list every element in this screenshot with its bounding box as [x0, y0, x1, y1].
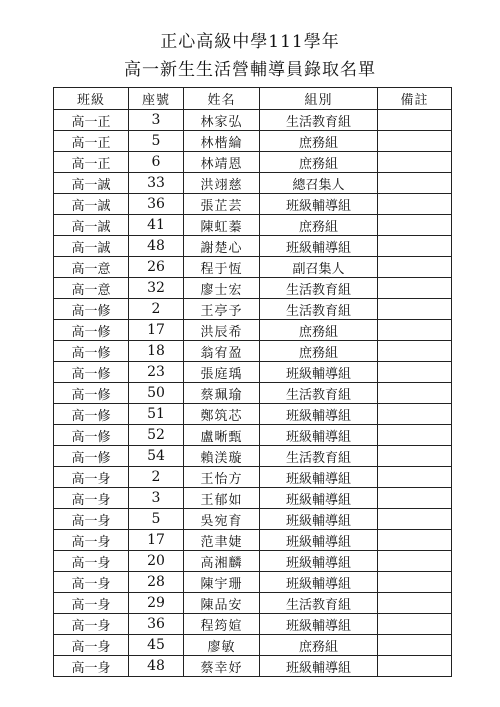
name-cell: 陳虹蓁 — [184, 215, 260, 236]
class-cell: 高一修 — [54, 341, 129, 362]
group-cell: 生活教育組 — [260, 446, 378, 467]
seat-number-cell: 3 — [129, 110, 184, 131]
name-cell: 張庭瑀 — [184, 362, 260, 383]
note-cell — [378, 446, 452, 467]
name-cell: 鄭筑芯 — [184, 404, 260, 425]
note-cell — [378, 572, 452, 593]
header-name: 姓名 — [184, 88, 260, 110]
group-cell: 庶務組 — [260, 320, 378, 341]
note-cell — [378, 131, 452, 152]
roster-title: 高一新生生活營輔導員錄取名單 — [124, 60, 376, 80]
class-cell: 高一修 — [54, 362, 129, 383]
table-row — [54, 446, 452, 467]
name-cell: 賴渼璇 — [184, 446, 260, 467]
note-cell — [378, 299, 452, 320]
group-cell: 庶務組 — [260, 131, 378, 152]
table-row — [54, 320, 452, 341]
class-cell: 高一身 — [54, 488, 129, 509]
group-cell: 班級輔導組 — [260, 572, 378, 593]
seat-number-cell: 23 — [129, 362, 184, 383]
group-cell: 班級輔導組 — [260, 362, 378, 383]
group-cell: 副召集人 — [260, 257, 378, 278]
table-row — [54, 467, 452, 488]
name-cell: 范聿婕 — [184, 530, 260, 551]
seat-number-cell: 2 — [129, 299, 184, 320]
table-row — [54, 635, 452, 656]
class-cell: 高一誠 — [54, 194, 129, 215]
group-cell: 班級輔導組 — [260, 404, 378, 425]
seat-number-cell: 45 — [129, 635, 184, 656]
group-cell: 庶務組 — [260, 635, 378, 656]
class-cell: 高一身 — [54, 467, 129, 488]
seat-number-cell: 48 — [129, 236, 184, 257]
table-row — [54, 257, 452, 278]
note-cell — [378, 593, 452, 614]
note-cell — [378, 320, 452, 341]
group-cell: 班級輔導組 — [260, 614, 378, 635]
table-body — [54, 110, 452, 677]
seat-number-cell: 41 — [129, 215, 184, 236]
table-row — [54, 509, 452, 530]
seat-number-cell: 3 — [129, 488, 184, 509]
group-cell: 庶務組 — [260, 341, 378, 362]
class-cell: 高一身 — [54, 635, 129, 656]
name-cell: 林楷綸 — [184, 131, 260, 152]
table-row — [54, 404, 452, 425]
name-cell: 林靖恩 — [184, 152, 260, 173]
seat-number-cell: 36 — [129, 194, 184, 215]
table-row — [54, 194, 452, 215]
seat-number-cell: 26 — [129, 257, 184, 278]
table-row — [54, 425, 452, 446]
table-row — [54, 215, 452, 236]
seat-number-cell: 48 — [129, 656, 184, 677]
seat-number-cell: 28 — [129, 572, 184, 593]
class-cell: 高一正 — [54, 110, 129, 131]
group-cell: 生活教育組 — [260, 110, 378, 131]
table-row — [54, 152, 452, 173]
table-row — [54, 110, 452, 131]
note-cell — [378, 425, 452, 446]
note-cell — [378, 215, 452, 236]
seat-number-cell: 50 — [129, 383, 184, 404]
note-cell — [378, 509, 452, 530]
name-cell: 翁宥盈 — [184, 341, 260, 362]
table-row — [54, 341, 452, 362]
header-class: 班級 — [54, 88, 129, 110]
header-row — [54, 88, 452, 110]
name-cell: 林家弘 — [184, 110, 260, 131]
group-cell: 庶務組 — [260, 152, 378, 173]
name-cell: 王郁如 — [184, 488, 260, 509]
note-cell — [378, 551, 452, 572]
note-cell — [378, 362, 452, 383]
class-cell: 高一身 — [54, 572, 129, 593]
school-year-title: 正心高級中學111學年 — [160, 32, 340, 52]
name-cell: 洪辰希 — [184, 320, 260, 341]
note-cell — [378, 110, 452, 131]
class-cell: 高一身 — [54, 551, 129, 572]
class-cell: 高一修 — [54, 320, 129, 341]
table-row — [54, 278, 452, 299]
table-row — [54, 236, 452, 257]
note-cell — [378, 278, 452, 299]
table-row — [54, 299, 452, 320]
note-cell — [378, 488, 452, 509]
table-row — [54, 362, 452, 383]
class-cell: 高一身 — [54, 530, 129, 551]
header-group: 組別 — [260, 88, 378, 110]
seat-number-cell: 32 — [129, 278, 184, 299]
group-cell: 生活教育組 — [260, 593, 378, 614]
table-row — [54, 572, 452, 593]
seat-number-cell: 18 — [129, 341, 184, 362]
class-cell: 高一身 — [54, 656, 129, 677]
seat-number-cell: 17 — [129, 320, 184, 341]
class-cell: 高一身 — [54, 509, 129, 530]
group-cell: 班級輔導組 — [260, 236, 378, 257]
note-cell — [378, 152, 452, 173]
table-header — [54, 88, 452, 110]
class-cell: 高一意 — [54, 278, 129, 299]
note-cell — [378, 404, 452, 425]
note-cell — [378, 635, 452, 656]
class-cell: 高一身 — [54, 593, 129, 614]
note-cell — [378, 614, 452, 635]
name-cell: 廖士宏 — [184, 278, 260, 299]
group-cell: 班級輔導組 — [260, 194, 378, 215]
name-cell: 蔡珮瑜 — [184, 383, 260, 404]
name-cell: 程于恆 — [184, 257, 260, 278]
class-cell: 高一誠 — [54, 236, 129, 257]
table-row — [54, 614, 452, 635]
note-cell — [378, 341, 452, 362]
seat-number-cell: 2 — [129, 467, 184, 488]
class-cell: 高一誠 — [54, 173, 129, 194]
note-cell — [378, 257, 452, 278]
header-seat-number: 座號 — [129, 88, 184, 110]
seat-number-cell: 36 — [129, 614, 184, 635]
table-row — [54, 131, 452, 152]
name-cell: 謝楚心 — [184, 236, 260, 257]
note-cell — [378, 236, 452, 257]
seat-number-cell: 51 — [129, 404, 184, 425]
group-cell: 班級輔導組 — [260, 509, 378, 530]
name-cell: 張芷芸 — [184, 194, 260, 215]
name-cell: 盧晰甄 — [184, 425, 260, 446]
note-cell — [378, 383, 452, 404]
header-note: 備註 — [378, 88, 452, 110]
name-cell: 蔡幸妤 — [184, 656, 260, 677]
seat-number-cell: 5 — [129, 131, 184, 152]
name-cell: 廖敏 — [184, 635, 260, 656]
name-cell: 高湘麟 — [184, 551, 260, 572]
name-cell: 陳宇珊 — [184, 572, 260, 593]
group-cell: 班級輔導組 — [260, 425, 378, 446]
note-cell — [378, 530, 452, 551]
seat-number-cell: 52 — [129, 425, 184, 446]
group-cell: 庶務組 — [260, 215, 378, 236]
class-cell: 高一修 — [54, 383, 129, 404]
class-cell: 高一修 — [54, 299, 129, 320]
table-row — [54, 488, 452, 509]
class-cell: 高一誠 — [54, 215, 129, 236]
seat-number-cell: 17 — [129, 530, 184, 551]
group-cell: 生活教育組 — [260, 278, 378, 299]
class-cell: 高一正 — [54, 131, 129, 152]
table-row — [54, 383, 452, 404]
seat-number-cell: 6 — [129, 152, 184, 173]
group-cell: 班級輔導組 — [260, 488, 378, 509]
class-cell: 高一修 — [54, 404, 129, 425]
note-cell — [378, 656, 452, 677]
seat-number-cell: 5 — [129, 509, 184, 530]
seat-number-cell: 54 — [129, 446, 184, 467]
class-cell: 高一修 — [54, 446, 129, 467]
seat-number-cell: 29 — [129, 593, 184, 614]
name-cell: 洪翊慈 — [184, 173, 260, 194]
name-cell: 王怡方 — [184, 467, 260, 488]
note-cell — [378, 173, 452, 194]
group-cell: 班級輔導組 — [260, 656, 378, 677]
group-cell: 生活教育組 — [260, 383, 378, 404]
table-row — [54, 173, 452, 194]
counselor-roster-table — [53, 87, 452, 677]
name-cell: 陳品安 — [184, 593, 260, 614]
table-row — [54, 551, 452, 572]
seat-number-cell: 20 — [129, 551, 184, 572]
document-title-block — [0, 30, 500, 82]
group-cell: 總召集人 — [260, 173, 378, 194]
table-row — [54, 593, 452, 614]
seat-number-cell: 33 — [129, 173, 184, 194]
name-cell: 吳宛育 — [184, 509, 260, 530]
table-row — [54, 656, 452, 677]
class-cell: 高一身 — [54, 614, 129, 635]
group-cell: 班級輔導組 — [260, 530, 378, 551]
class-cell: 高一意 — [54, 257, 129, 278]
group-cell: 生活教育組 — [260, 299, 378, 320]
group-cell: 班級輔導組 — [260, 551, 378, 572]
note-cell — [378, 194, 452, 215]
group-cell: 班級輔導組 — [260, 467, 378, 488]
class-cell: 高一修 — [54, 425, 129, 446]
table-row — [54, 530, 452, 551]
note-cell — [378, 467, 452, 488]
class-cell: 高一正 — [54, 152, 129, 173]
name-cell: 王亭予 — [184, 299, 260, 320]
name-cell: 程筠媗 — [184, 614, 260, 635]
